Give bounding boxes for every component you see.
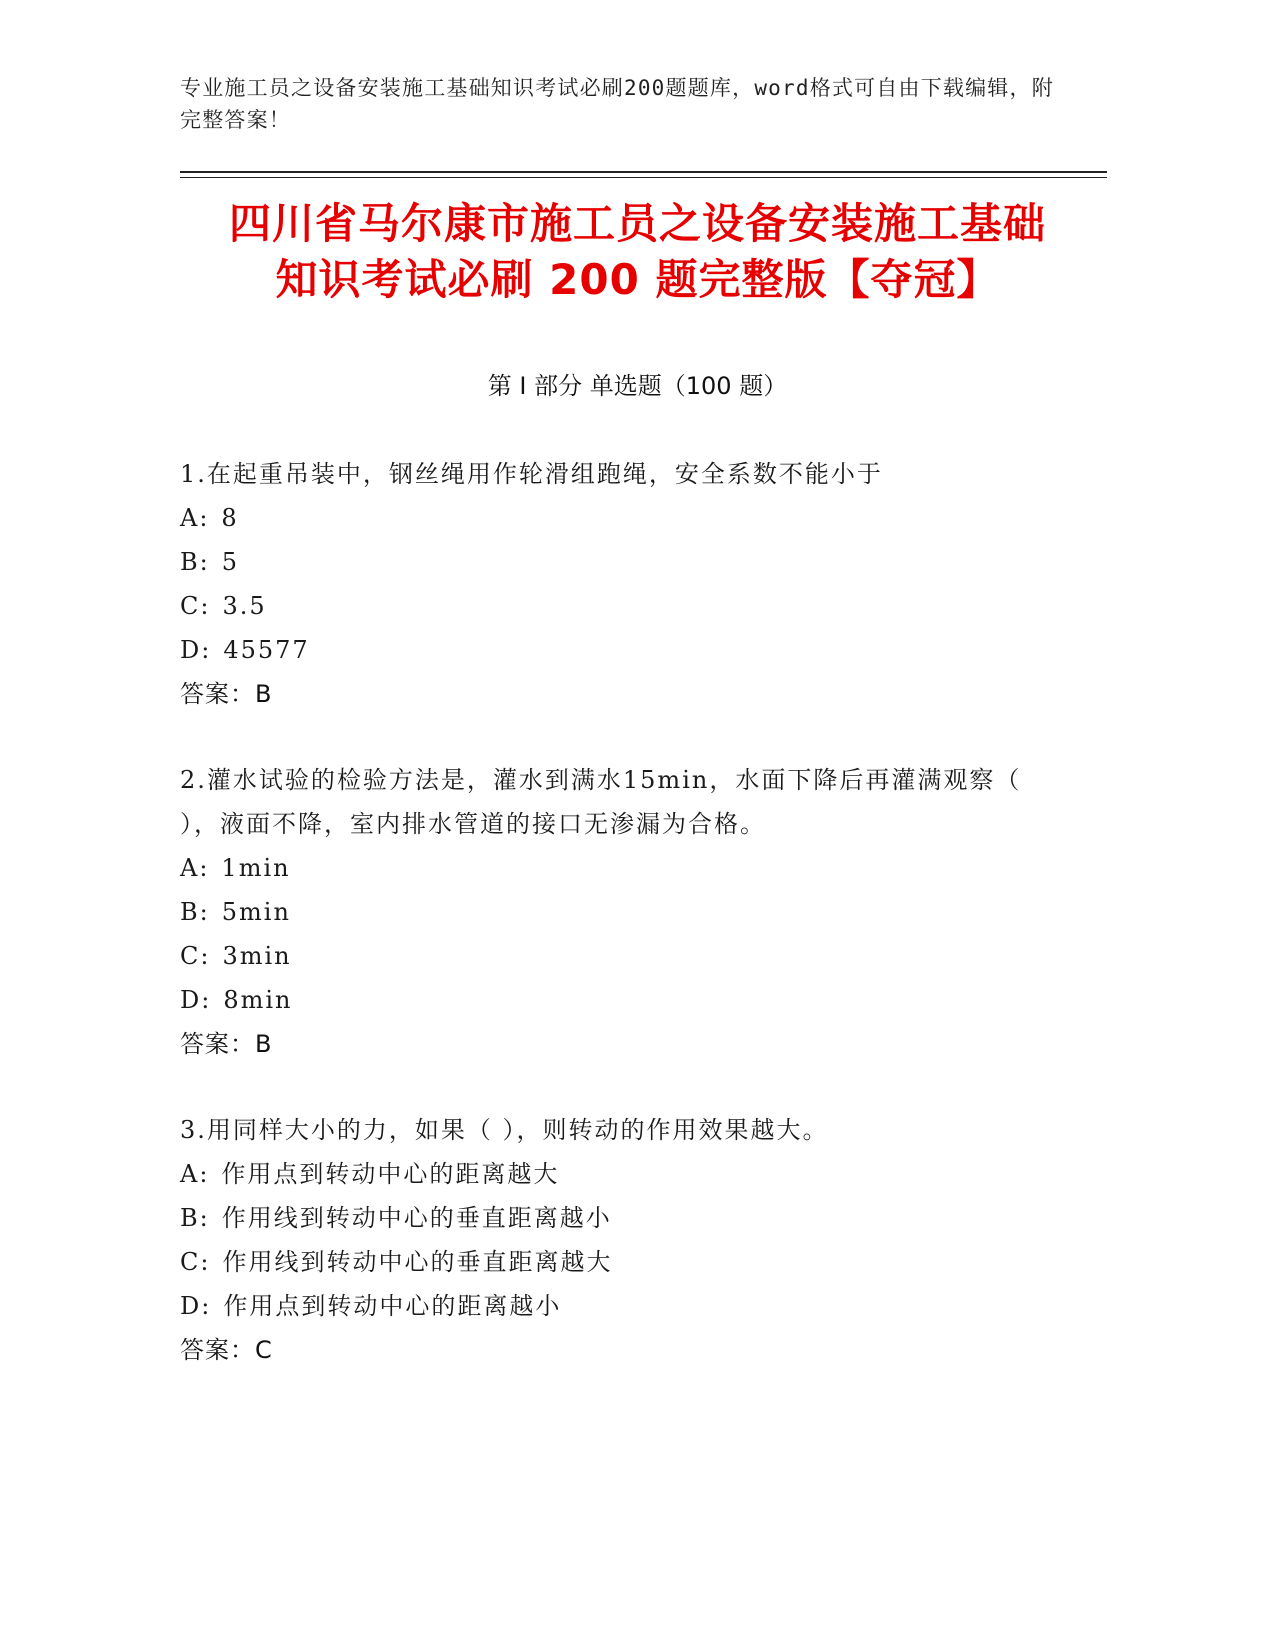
header-note: 专业施工员之设备安装施工基础知识考试必刷200题题库，word格式可自由下载编辑，附完整答案！ [180, 76, 1054, 132]
title-line-1: 四川省马尔康市施工员之设备安装施工基础 [228, 199, 1046, 248]
option-key: B: [180, 1204, 210, 1232]
option-text: 作用点到转动中心的距离越小 [223, 1292, 562, 1320]
option-key: D: [180, 1292, 212, 1320]
option-a [180, 496, 1060, 540]
answer-line: 答案：B [180, 680, 273, 708]
option-d [180, 1284, 1060, 1328]
option-key: D: [180, 636, 212, 664]
option-key: A: [180, 854, 210, 882]
option-a [180, 846, 1060, 890]
option-text: 作用线到转动中心的垂直距离越小 [221, 1204, 612, 1232]
option-b [180, 540, 1060, 584]
option-text: 45577 [223, 636, 310, 664]
option-key: C: [180, 592, 211, 620]
option-key: D: [180, 986, 212, 1014]
question-2 [180, 758, 1060, 1066]
section-title: 第 I 部分 单选题（100 题） [487, 372, 788, 400]
option-text: 1min [221, 854, 291, 882]
option-b [180, 890, 1060, 934]
option-text: 5 [221, 548, 240, 576]
option-key: C: [180, 1248, 211, 1276]
title-line-2: 知识考试必刷 200 题完整版【夺冠】 [275, 255, 1000, 304]
document-title [150, 196, 1125, 308]
option-text: 作用线到转动中心的垂直距离越大 [222, 1248, 613, 1276]
option-c [180, 934, 1060, 978]
option-text: 8 [221, 504, 239, 532]
question-stem: 3.用同样大小的力，如果（ ），则转动的作用效果越大。 [180, 1116, 829, 1144]
header-rule-thin [180, 177, 1107, 178]
option-text: 8min [223, 986, 293, 1014]
answer-line: 答案：B [180, 1030, 273, 1058]
header-rule-thick [180, 171, 1107, 173]
option-key: B: [180, 898, 210, 926]
option-d [180, 978, 1060, 1022]
question-1 [180, 452, 1060, 716]
option-b [180, 1196, 1060, 1240]
option-d [180, 628, 1060, 672]
question-stem: 1.在起重吊装中，钢丝绳用作轮滑组跑绳，安全系数不能小于 [180, 460, 883, 488]
option-text: 5min [221, 898, 291, 926]
option-key: A: [180, 1160, 210, 1188]
option-key: B: [180, 548, 210, 576]
option-key: C: [180, 942, 211, 970]
question-3 [180, 1108, 1060, 1372]
option-text: 3min [222, 942, 292, 970]
answer-line: 答案：C [180, 1336, 273, 1364]
option-text: 作用点到转动中心的距离越大 [221, 1160, 560, 1188]
option-c [180, 1240, 1060, 1284]
question-list [180, 452, 1060, 1414]
question-stem: 2.灌水试验的检验方法是，灌水到满水15min，水面下降后再灌满观察（ ），液面不降，室内排水管道的接口无渗漏为合格。 [180, 766, 1022, 838]
option-c [180, 584, 1060, 628]
option-text: 3.5 [222, 592, 267, 620]
option-a [180, 1152, 1060, 1196]
option-key: A: [180, 504, 210, 532]
